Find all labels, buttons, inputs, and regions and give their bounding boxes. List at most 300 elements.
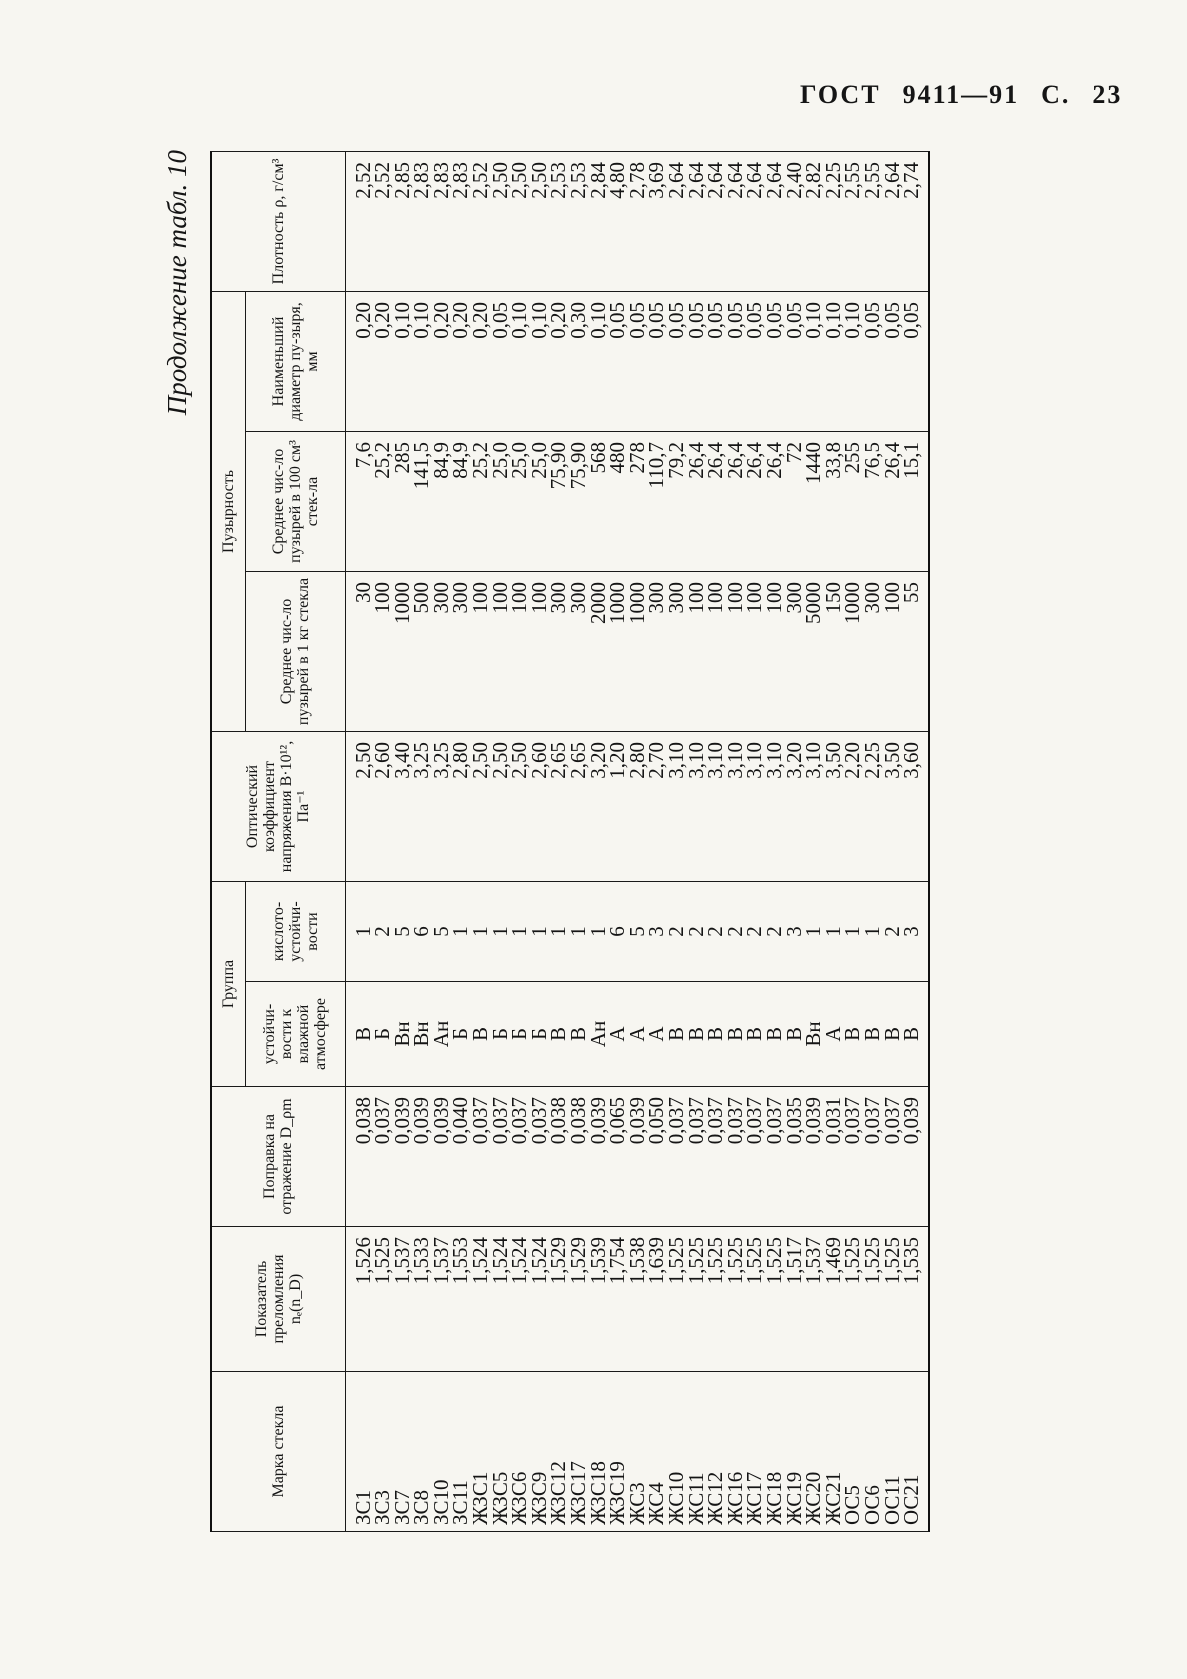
table-cell: 0,05 (703, 301, 728, 339)
table-cell: В (742, 1027, 767, 1042)
table-cell: 3,10 (703, 741, 728, 779)
table-cell: 1,529 (566, 1237, 591, 1285)
table-cell: 2,83 (428, 161, 453, 199)
table-cell: 3,10 (722, 741, 747, 779)
table-cell: 2,80 (448, 741, 473, 779)
table-cell: А (624, 1026, 649, 1042)
table-cell: 0,039 (624, 1097, 649, 1145)
table-cell: В (879, 1027, 904, 1042)
table-cell: 255 (840, 441, 865, 474)
table-cell: 4,80 (605, 161, 630, 199)
table-cell: 2,64 (761, 161, 786, 199)
table-cell: 84,9 (428, 441, 453, 479)
table-cell: 6 (605, 926, 630, 937)
table-cell: 300 (664, 581, 688, 614)
table-cell: ОС5 (840, 1485, 865, 1525)
table-cell: 1,538 (624, 1237, 649, 1285)
table-cell: Б (487, 1027, 512, 1041)
table-cell: В (350, 1027, 375, 1042)
table-cell: 300 (781, 581, 806, 614)
table-cell: 2 (370, 926, 395, 937)
table-cell: 2,60 (526, 741, 551, 779)
table-cell: 0,05 (683, 301, 708, 339)
table-cell: 100 (742, 581, 767, 614)
table-cell: 0,30 (566, 301, 591, 339)
table-cell: ЖЗС12 (546, 1461, 571, 1525)
column-diameter (345, 291, 929, 431)
table-cell: ЖЗС17 (566, 1461, 591, 1525)
header-refraction: Показатель преломления nₑ(n_D) (211, 1227, 345, 1372)
table-cell: 100 (683, 581, 708, 614)
table-cell: 0,20 (350, 301, 375, 339)
table-cell: 100 (370, 581, 395, 614)
table-cell: 2,64 (742, 161, 767, 199)
table-cell: 3,10 (664, 741, 688, 779)
table-cell: 1 (566, 926, 591, 937)
table-cell: 1 (840, 926, 865, 937)
table-cell: 2000 (585, 581, 610, 624)
table-cell: 2 (722, 926, 747, 937)
table-cell: 7,6 (350, 441, 375, 469)
table-cell: 0,10 (409, 301, 434, 339)
table-cell: ЗС11 (448, 1480, 473, 1525)
table-cell: 2,52 (468, 161, 493, 199)
table-cell: ЖС20 (801, 1471, 826, 1525)
table-cell: 2,50 (507, 741, 532, 779)
table-cell: 1 (526, 926, 551, 937)
table-cell: 25,0 (507, 441, 532, 479)
table-cell: 0,05 (899, 301, 924, 339)
table-cell: 55 (899, 581, 924, 603)
table-cell: ОС11 (879, 1475, 904, 1525)
table-cell: 0,037 (840, 1097, 865, 1145)
table-cell: 100 (761, 581, 786, 614)
table-cell: 2,52 (370, 161, 395, 199)
table-cell: 1,525 (840, 1237, 865, 1285)
table-cell: 2,84 (585, 161, 610, 199)
table-cell: 33,8 (820, 441, 845, 479)
table-cell: 1 (820, 926, 845, 937)
table-cell: 0,037 (703, 1097, 728, 1145)
table-cell: 2 (664, 926, 688, 937)
table-cell: 1000 (389, 581, 414, 624)
table-cell: 0,05 (742, 301, 767, 339)
table-cell: 0,037 (526, 1097, 551, 1145)
standard-number: 9411—91 (902, 80, 1020, 109)
table-cell: 30 (350, 581, 375, 603)
table-cell: 100 (526, 581, 551, 614)
table-cell: 1,533 (409, 1237, 434, 1285)
table-cell: 75,90 (546, 441, 571, 490)
table-cell: ЖЗС6 (507, 1471, 532, 1525)
table-cell: 0,20 (448, 301, 473, 339)
table-cell: В (683, 1027, 708, 1042)
table-cell: 3 (781, 926, 806, 937)
table-cell: 0,05 (605, 301, 630, 339)
table-cell: 1,537 (801, 1237, 826, 1285)
table-cell: 2,64 (703, 161, 728, 199)
page-prefix: С. (1041, 80, 1071, 109)
table-cell: 0,037 (722, 1097, 747, 1145)
table-cell: 2,82 (801, 161, 826, 199)
table-cell: 2,55 (840, 161, 865, 199)
table-cell: 3,10 (761, 741, 786, 779)
table-cell: 0,038 (350, 1097, 375, 1145)
table-cell: 3,69 (644, 161, 669, 199)
table-cell: 2,83 (448, 161, 473, 199)
table-cell: 5 (389, 926, 414, 937)
table-cell: ЖЗС19 (605, 1461, 630, 1525)
table-cell: 0,065 (605, 1097, 630, 1145)
rotated-table-block (162, 142, 1102, 1532)
table-cell: 0,031 (820, 1097, 845, 1145)
table-cell: 2,50 (350, 741, 375, 779)
table-cell: 2,64 (683, 161, 708, 199)
table-cell: 0,20 (546, 301, 571, 339)
table-cell: 3,10 (742, 741, 767, 779)
table-cell: 1000 (605, 581, 630, 624)
table-cell: 2,20 (840, 741, 865, 779)
table-cell: 0,037 (761, 1097, 786, 1145)
table-cell: Ан (428, 1020, 453, 1048)
table-cell: 0,20 (428, 301, 453, 339)
table-cell: 1,525 (664, 1237, 688, 1285)
table-cell: ЖЗС9 (526, 1471, 551, 1525)
table-cell: 2,50 (507, 161, 532, 199)
table-cell: 25,0 (487, 441, 512, 479)
page-header (800, 80, 1123, 110)
table-cell: 2,50 (487, 741, 512, 779)
table-cell: 76,5 (859, 441, 884, 479)
table-cell: Б (507, 1027, 532, 1041)
table-cell: 0,10 (526, 301, 551, 339)
table-cell: В (664, 1027, 688, 1042)
table-cell: 26,4 (722, 441, 747, 479)
table-cell: 2,55 (859, 161, 884, 199)
table-cell: 1 (487, 926, 512, 937)
table-cell: 1,525 (742, 1237, 767, 1285)
table-cell: 25,2 (468, 441, 493, 479)
table-cell: А (605, 1026, 630, 1042)
table-cell: 1440 (801, 441, 826, 484)
table-cell: 100 (468, 581, 493, 614)
table-cell: 25,0 (526, 441, 551, 479)
table-cell: 2,52 (350, 161, 375, 199)
table-cell: 3,50 (820, 741, 845, 779)
table-cell: 75,90 (566, 441, 591, 490)
table-cell: ОС6 (859, 1485, 884, 1525)
table-cell: В (566, 1027, 591, 1042)
table-cell: 2,25 (820, 161, 845, 199)
header-density: Плотность ρ, г/см³ (211, 151, 345, 291)
table-cell: В (468, 1027, 493, 1042)
table-cell: ЖС12 (703, 1471, 728, 1525)
table-cell: В (546, 1027, 571, 1042)
table-cell: 1,535 (899, 1237, 924, 1285)
table-cell: ЗС7 (389, 1489, 414, 1525)
table-cell: 0,037 (468, 1097, 493, 1145)
table-cell: 1,524 (468, 1237, 493, 1285)
table-cell: 0,10 (801, 301, 826, 339)
table-cell: Б (448, 1027, 473, 1041)
table-cell: 1,525 (683, 1237, 708, 1285)
table-cell: 1,525 (722, 1237, 747, 1285)
standard-label: ГОСТ (800, 80, 881, 109)
table-cell: 480 (605, 441, 630, 474)
table-cell: ЖЗС1 (468, 1471, 493, 1525)
table-cell: 2,53 (546, 161, 571, 199)
table-cell: 0,10 (389, 301, 414, 339)
table-cell: 2,50 (526, 161, 551, 199)
table-cell: 100 (507, 581, 532, 614)
table-cell: 6 (409, 926, 434, 937)
table-cell: 0,037 (859, 1097, 884, 1145)
table-cell: 2,78 (624, 161, 649, 199)
table-cell: 26,4 (683, 441, 708, 479)
table-cell: ЖС4 (644, 1482, 669, 1525)
table-cell: 2 (761, 926, 786, 937)
table-cell: В (781, 1027, 806, 1042)
table-cell: 0,040 (448, 1097, 473, 1145)
table-cell: 0,039 (389, 1097, 414, 1145)
table-cell: 0,039 (801, 1097, 826, 1145)
table-cell: 2,50 (487, 161, 512, 199)
table-cell: В (859, 1027, 884, 1042)
column-marks (345, 1372, 929, 1532)
column-density (345, 151, 929, 291)
table-cell: 0,05 (644, 301, 669, 339)
table-cell: 0,037 (742, 1097, 767, 1145)
table-cell: 2,64 (879, 161, 904, 199)
table-cell: 26,4 (703, 441, 728, 479)
table-cell: 1,537 (428, 1237, 453, 1285)
header-bubbles: Пузырность (211, 291, 245, 731)
table-cell: 3,40 (389, 741, 414, 779)
table-cell: ЖЗС18 (585, 1461, 610, 1525)
table-cell: 72 (781, 441, 806, 463)
table-body-row (345, 151, 929, 1531)
page-number: 23 (1092, 80, 1123, 109)
table-cell: ЖС10 (664, 1471, 688, 1525)
table-cell: 0,039 (899, 1097, 924, 1145)
table-cell: 0,035 (781, 1097, 806, 1145)
table-cell: 3,20 (781, 741, 806, 779)
column-reflection (345, 1087, 929, 1227)
table-cell: В (703, 1027, 728, 1042)
table-cell: 0,037 (507, 1097, 532, 1145)
table-cell: 0,10 (840, 301, 865, 339)
table-cell: В (761, 1027, 786, 1042)
header-reflection: Поправка на отражение D_ρm (211, 1087, 345, 1227)
table-cell: 1 (546, 926, 571, 937)
table-cell: 3 (899, 926, 924, 937)
table-cell: 1000 (840, 581, 865, 624)
header-bubble-diameter: Наименьший диаметр пу-зыря, мм (245, 291, 345, 431)
table-cell: В (899, 1027, 924, 1042)
table-cell: 1 (801, 926, 826, 937)
table-cell: 0,05 (859, 301, 884, 339)
table-cell: 0,10 (585, 301, 610, 339)
table-cell: 0,20 (370, 301, 395, 339)
header-optical: Оптический коэффициент напряжения В·10¹², Па⁻¹ (211, 731, 345, 881)
table-cell: ЖС17 (742, 1471, 767, 1525)
table-cell: В (840, 1027, 865, 1042)
table-cell: 2 (742, 926, 767, 937)
table-cell: 2 (703, 926, 728, 937)
table-cell: 2,53 (566, 161, 591, 199)
table-cell: 0,037 (664, 1097, 688, 1145)
header-acid: кислото-устойчи-вости (245, 881, 345, 981)
table-cell: 2,83 (409, 161, 434, 199)
table-cell: 25,2 (370, 441, 395, 479)
table-cell: ЖС18 (761, 1471, 786, 1525)
table-cell: 568 (585, 441, 610, 474)
table-cell: 1,525 (761, 1237, 786, 1285)
table-cell: 2,25 (859, 741, 884, 779)
header-mark: Марка стекла (211, 1372, 345, 1532)
table-cell: 1,517 (781, 1237, 806, 1285)
table-cell: 3,50 (879, 741, 904, 779)
table-cell: 1 (350, 926, 375, 937)
table-cell: 0,037 (683, 1097, 708, 1145)
table-cell: 3,10 (801, 741, 826, 779)
table-cell: ЖС21 (820, 1471, 845, 1525)
table-cell: 285 (389, 441, 414, 474)
table-cell: 1,525 (879, 1237, 904, 1285)
table-cell: ЗС3 (370, 1489, 395, 1525)
table-cell: 3,20 (585, 741, 610, 779)
column-optical (345, 731, 929, 881)
table-cell: 0,05 (624, 301, 649, 339)
table-cell: Вн (409, 1021, 434, 1047)
table-cell: 0,10 (820, 301, 845, 339)
table-cell: 2,70 (644, 741, 669, 779)
table-cell: 300 (428, 581, 453, 614)
column-acid (345, 881, 929, 981)
header-group: Группа (211, 881, 245, 1086)
table-continuation-caption: Продолжение табл. 10 (162, 150, 192, 416)
table-cell: 0,05 (781, 301, 806, 339)
table-cell: 300 (566, 581, 591, 614)
column-humid (345, 982, 929, 1087)
table-cell: 15,1 (899, 441, 924, 479)
table-cell: 1,525 (370, 1237, 395, 1285)
table-cell: 1000 (624, 581, 649, 624)
table-cell: 300 (644, 581, 669, 614)
table-cell: ЗС1 (350, 1489, 375, 1525)
table-cell: А (820, 1026, 845, 1042)
table-cell: 3,25 (428, 741, 453, 779)
table-cell: 26,4 (761, 441, 786, 479)
table-cell: 0,039 (585, 1097, 610, 1145)
table-cell: ЖС3 (624, 1482, 649, 1525)
table-cell: 0,05 (487, 301, 512, 339)
header-bubbles-cm3: Среднее чис-ло пузырей в 100 см³ стек-ла (245, 431, 345, 571)
table-cell: 1,539 (585, 1237, 610, 1285)
table-cell: 0,20 (468, 301, 493, 339)
table-cell: Ан (585, 1020, 610, 1048)
table-cell: 300 (859, 581, 884, 614)
column-bubbles-cm3 (345, 431, 929, 571)
table-cell: 3,60 (899, 741, 924, 779)
table-cell: ЖЗС5 (487, 1471, 512, 1525)
table-cell: Б (370, 1027, 395, 1041)
table-cell: 79,2 (664, 441, 688, 479)
table-cell: 2,50 (468, 741, 493, 779)
table-cell: Вн (801, 1021, 826, 1047)
table-cell: 141,5 (409, 441, 434, 490)
table-cell: 0,10 (507, 301, 532, 339)
table-cell: 1,537 (389, 1237, 414, 1285)
table-cell: 2,60 (370, 741, 395, 779)
table-cell: 3 (644, 926, 669, 937)
table-cell: 500 (409, 581, 434, 614)
table-cell: 100 (879, 581, 904, 614)
table-cell: 0,039 (428, 1097, 453, 1145)
table-cell: Б (526, 1027, 551, 1041)
table-cell: 2,65 (566, 741, 591, 779)
table-cell: 5 (624, 926, 649, 937)
table-cell: А (644, 1026, 669, 1042)
table-cell: 2,74 (899, 161, 924, 199)
table-cell: 100 (703, 581, 728, 614)
table-cell: 0,037 (879, 1097, 904, 1145)
table-cell: 0,05 (879, 301, 904, 339)
table-cell: 84,9 (448, 441, 473, 479)
table-cell: 1 (507, 926, 532, 937)
table-cell: 1,525 (859, 1237, 884, 1285)
table-cell: В (722, 1027, 747, 1042)
table-cell: 0,050 (644, 1097, 669, 1145)
table-cell: 110,7 (644, 441, 669, 489)
table-cell: 1,469 (820, 1237, 845, 1285)
table-cell: 5 (428, 926, 453, 937)
table-cell: 100 (487, 581, 512, 614)
table-cell: 0,039 (409, 1097, 434, 1145)
table-cell: 300 (546, 581, 571, 614)
table-cell: ЗС8 (409, 1489, 434, 1525)
header-bubbles-kg: Среднее чис-ло пузырей в 1 кг стекла (245, 571, 345, 731)
table-cell: 150 (820, 581, 845, 614)
table-cell: 0,038 (546, 1097, 571, 1145)
table-cell: 278 (624, 441, 649, 474)
table-cell: 1 (448, 926, 473, 937)
table-cell: 26,4 (879, 441, 904, 479)
table-cell: 1 (859, 926, 884, 937)
header-humid: устойчи-вости к влажной атмосфере (245, 982, 345, 1087)
table-cell: Вн (389, 1021, 414, 1047)
table-cell: ЗС10 (428, 1479, 453, 1525)
table-cell: 0,037 (370, 1097, 395, 1145)
table-cell: 2,80 (624, 741, 649, 779)
table-cell: 0,05 (761, 301, 786, 339)
table-cell: ЖС11 (683, 1472, 708, 1525)
table-cell: 1,525 (703, 1237, 728, 1285)
table-cell: 1,524 (507, 1237, 532, 1285)
table-cell: 26,4 (742, 441, 767, 479)
table-cell: 100 (722, 581, 747, 614)
table-cell: 1 (585, 926, 610, 937)
column-refraction (345, 1227, 929, 1372)
table-cell: 2,64 (664, 161, 688, 199)
table-cell: 3,25 (409, 741, 434, 779)
table-cell: 1,524 (487, 1237, 512, 1285)
table-cell: 2,65 (546, 741, 571, 779)
table-cell: 0,037 (487, 1097, 512, 1145)
table-cell: 1,529 (546, 1237, 571, 1285)
table-cell: 3,10 (683, 741, 708, 779)
table-cell: 5000 (801, 581, 826, 624)
